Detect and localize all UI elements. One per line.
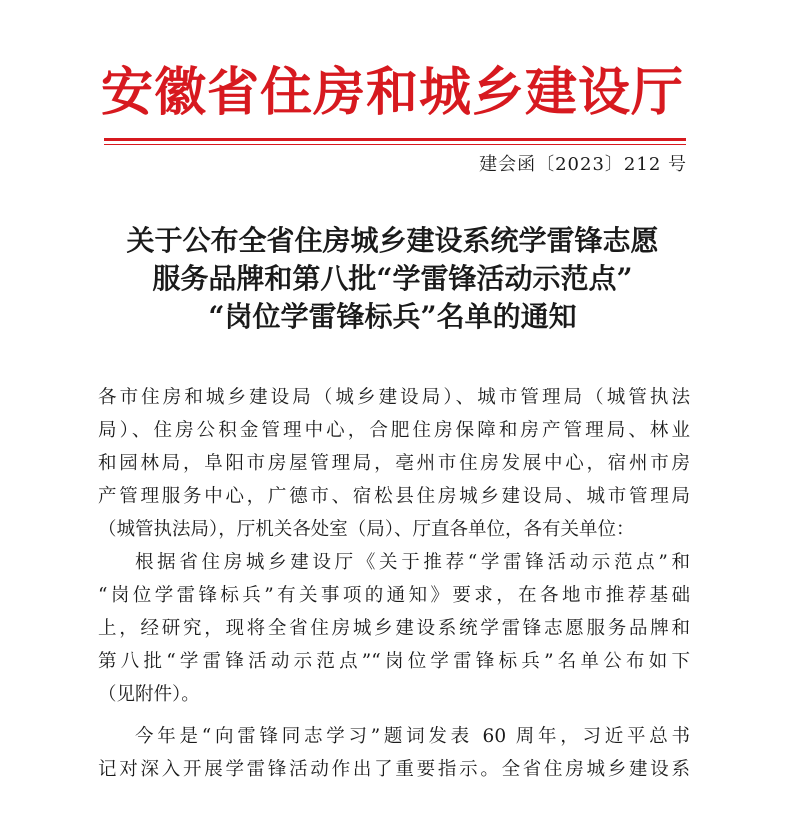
body-line: 记对深入开展学雷锋活动作出了重要指示。全省住房城乡建设系	[98, 759, 690, 780]
body-line: 产管理服务中心，广德市、宿松县住房城乡建设局、城市管理局	[98, 486, 690, 507]
body-line: （城管执法局），厅机关各处室（局）、厅直各单位，各有关单位：	[98, 519, 635, 540]
body-line: 根据省住房城乡建设厅《关于推荐“学雷锋活动示范点”和	[135, 552, 690, 573]
body-line: 今年是“向雷锋同志学习”题词发表 60 周年，习近平总书	[135, 726, 690, 747]
header-divider-thick	[104, 138, 686, 141]
notice-body	[98, 381, 690, 786]
notice-title	[0, 222, 785, 336]
body-line: 上，经研究，现将全省住房城乡建设系统学雷锋志愿服务品牌和	[98, 618, 690, 639]
paragraph-2	[98, 720, 690, 786]
title-line: 关于公布全省住房城乡建设系统学雷锋志愿	[126, 224, 659, 257]
body-line: （见附件）。	[98, 684, 200, 705]
document-number: 建会函〔2023〕212 号	[479, 154, 687, 175]
body-line: 局）、住房公积金管理中心，合肥住房保障和房产管理局、林业	[98, 420, 690, 441]
body-line: 各市住房和城乡建设局（城乡建设局）、城市管理局（城管执法	[98, 387, 690, 408]
addressee-block	[98, 381, 690, 546]
title-line: “岗位学雷锋标兵”名单的通知	[208, 300, 577, 333]
title-line: 服务品牌和第八批“学雷锋活动示范点”	[152, 262, 633, 295]
header-divider-thin	[104, 144, 686, 145]
body-line: “岗位学雷锋标兵”有关事项的通知》要求，在各地市推荐基础	[98, 585, 690, 606]
body-line: 第八批“学雷锋活动示范点”“岗位学雷锋标兵”名单公布如下	[98, 651, 690, 672]
org-header-title: 安徽省住房和城乡建设厅	[100, 63, 684, 123]
paragraph-1	[98, 546, 690, 711]
body-line: 和园林局，阜阳市房屋管理局，亳州市住房发展中心，宿州市房	[98, 453, 690, 474]
